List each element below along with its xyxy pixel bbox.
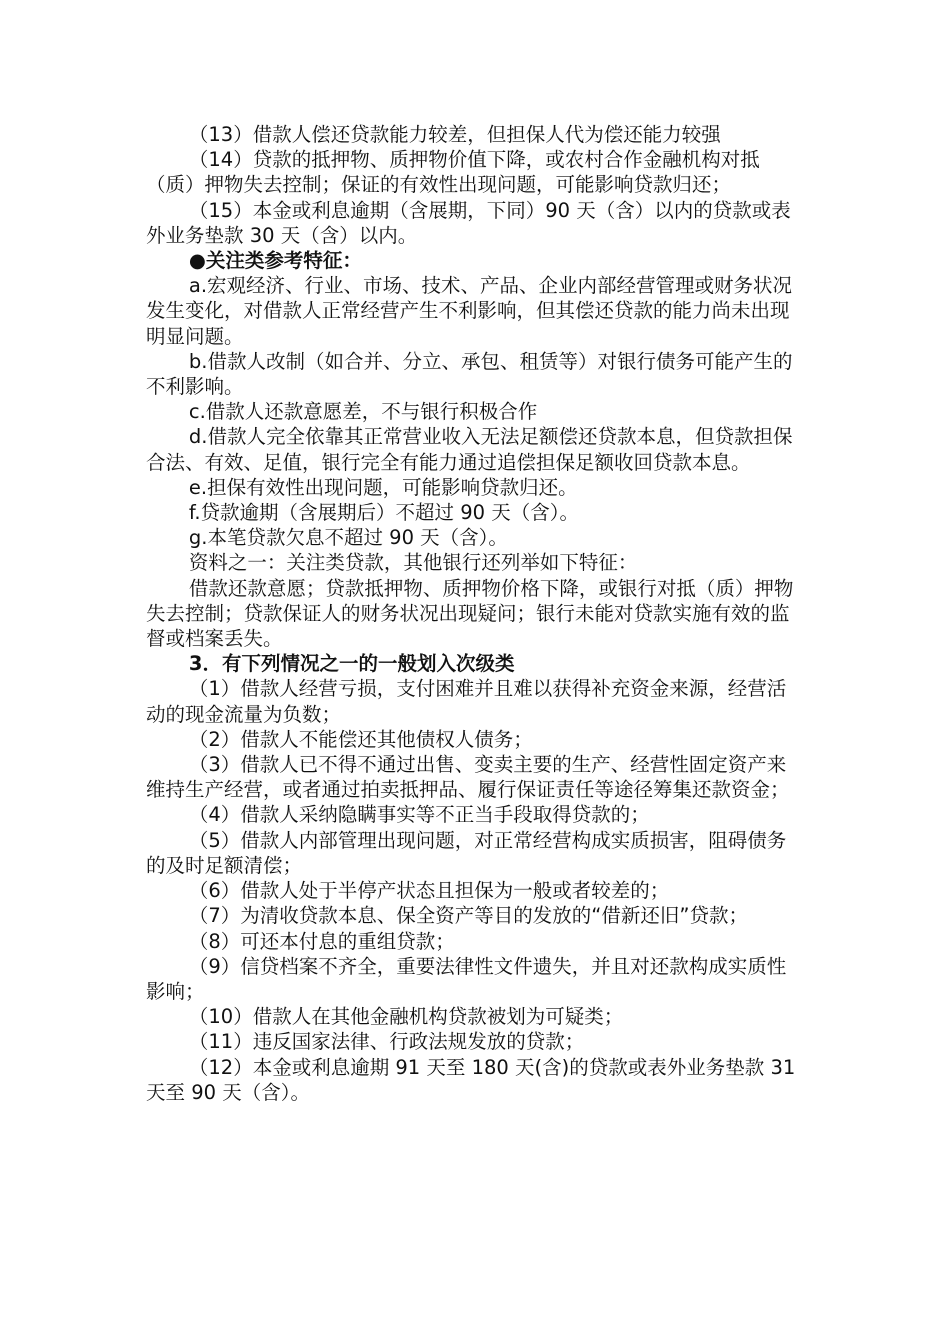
feature-d: d.借款人完全依靠其正常营业收入无法足额偿还贷款本息，但贷款担保合法、有效、足值，银行完全有能力通过追偿担保足额收回贷款本息。 [146, 425, 793, 474]
item-14: （14）贷款的抵押物、质押物价值下降，或农村合作金融机构对抵（质）押物失去控制；保证的有效性出现问题，可能影响贷款归还； [146, 148, 760, 197]
feature-e: e.担保有效性出现问题，可能影响贷款归还。 [188, 475, 578, 499]
feature-b: b.借款人改制（如合并、分立、承包、租赁等）对银行债务可能产生的不利影响。 [146, 349, 793, 399]
reference-features: 借款还款意愿；贷款抵押物、质押物价格下降，或银行对抵（质）押物失去控制；贷款保证人的财务状况出现疑问；银行未能对贷款实施有效的监督或档案丢失。 [146, 576, 794, 651]
substandard-item-9: （9）信贷档案不齐全，重要法律性文件遗失，并且对还款构成实质性影响； [146, 954, 787, 1003]
feature-g: g.本笔贷款欠息不超过 90 天（含）。 [188, 526, 508, 550]
section-heading-substandard: 3．有下列情况之一的一般划入次级类 [188, 652, 515, 676]
substandard-item-5: （5）借款人内部管理出现问题，对正常经营构成实质损害，阻碍债务的及时足额清偿； [146, 828, 787, 877]
item-15: （15）本金或利息逾期（含展期，下同）90 天（含）以内的贷款或表外业务垫款 30 天（含）以内。 [146, 198, 791, 247]
substandard-item-2: （2）借款人不能偿还其他债权人债务； [188, 727, 533, 751]
substandard-item-7: （7）为清收贷款本息、保全资产等目的发放的“借新还旧”贷款； [188, 904, 749, 928]
feature-f: f.贷款逾期（含展期后）不超过 90 天（含）。 [188, 501, 579, 525]
substandard-item-1: （1）借款人经营亏损，支付困难并且难以获得补充资金来源，经营活动的现金流量为负数； [146, 677, 787, 726]
substandard-item-10: （10）借款人在其他金融机构贷款被划为可疑类； [188, 1005, 624, 1029]
reference-note: 资料之一：关注类贷款，其他银行还列举如下特征： [188, 551, 638, 575]
substandard-item-3: （3）借款人已不得不通过出售、变卖主要的生产、经营性固定资产来维持生产经营，或者通过拍卖抵押品、履行保证责任等途径筹集还款资金； [146, 753, 790, 802]
substandard-item-4: （4）借款人采纳隐瞒事实等不正当手段取得贷款的； [188, 803, 650, 827]
substandard-item-8: （8）可还本付息的重组贷款； [188, 929, 455, 953]
feature-c: c.借款人还款意愿差，不与银行积极合作 [188, 400, 538, 424]
document-page [146, 122, 800, 1105]
substandard-item-11: （11）违反国家法律、行政法规发放的贷款； [188, 1030, 585, 1054]
feature-a: a.宏观经济、行业、市场、技术、产品、企业内部经营管理或财务状况发生变化，对借款人正常经营产生不利影响，但其偿还贷款的能力尚未出现明显问题。 [146, 274, 793, 348]
section-heading-attention: ●关注类参考特征： [188, 249, 362, 273]
substandard-item-6: （6）借款人处于半停产状态且担保为一般或者较差的； [188, 879, 670, 903]
substandard-item-12: （12）本金或利息逾期 91 天至 180 天(含)的贷款或表外业务垫款 31 天至 90 天（含）。 [146, 1055, 796, 1104]
item-13: （13）借款人偿还贷款能力较差，但担保人代为偿还能力较强 [188, 123, 721, 146]
